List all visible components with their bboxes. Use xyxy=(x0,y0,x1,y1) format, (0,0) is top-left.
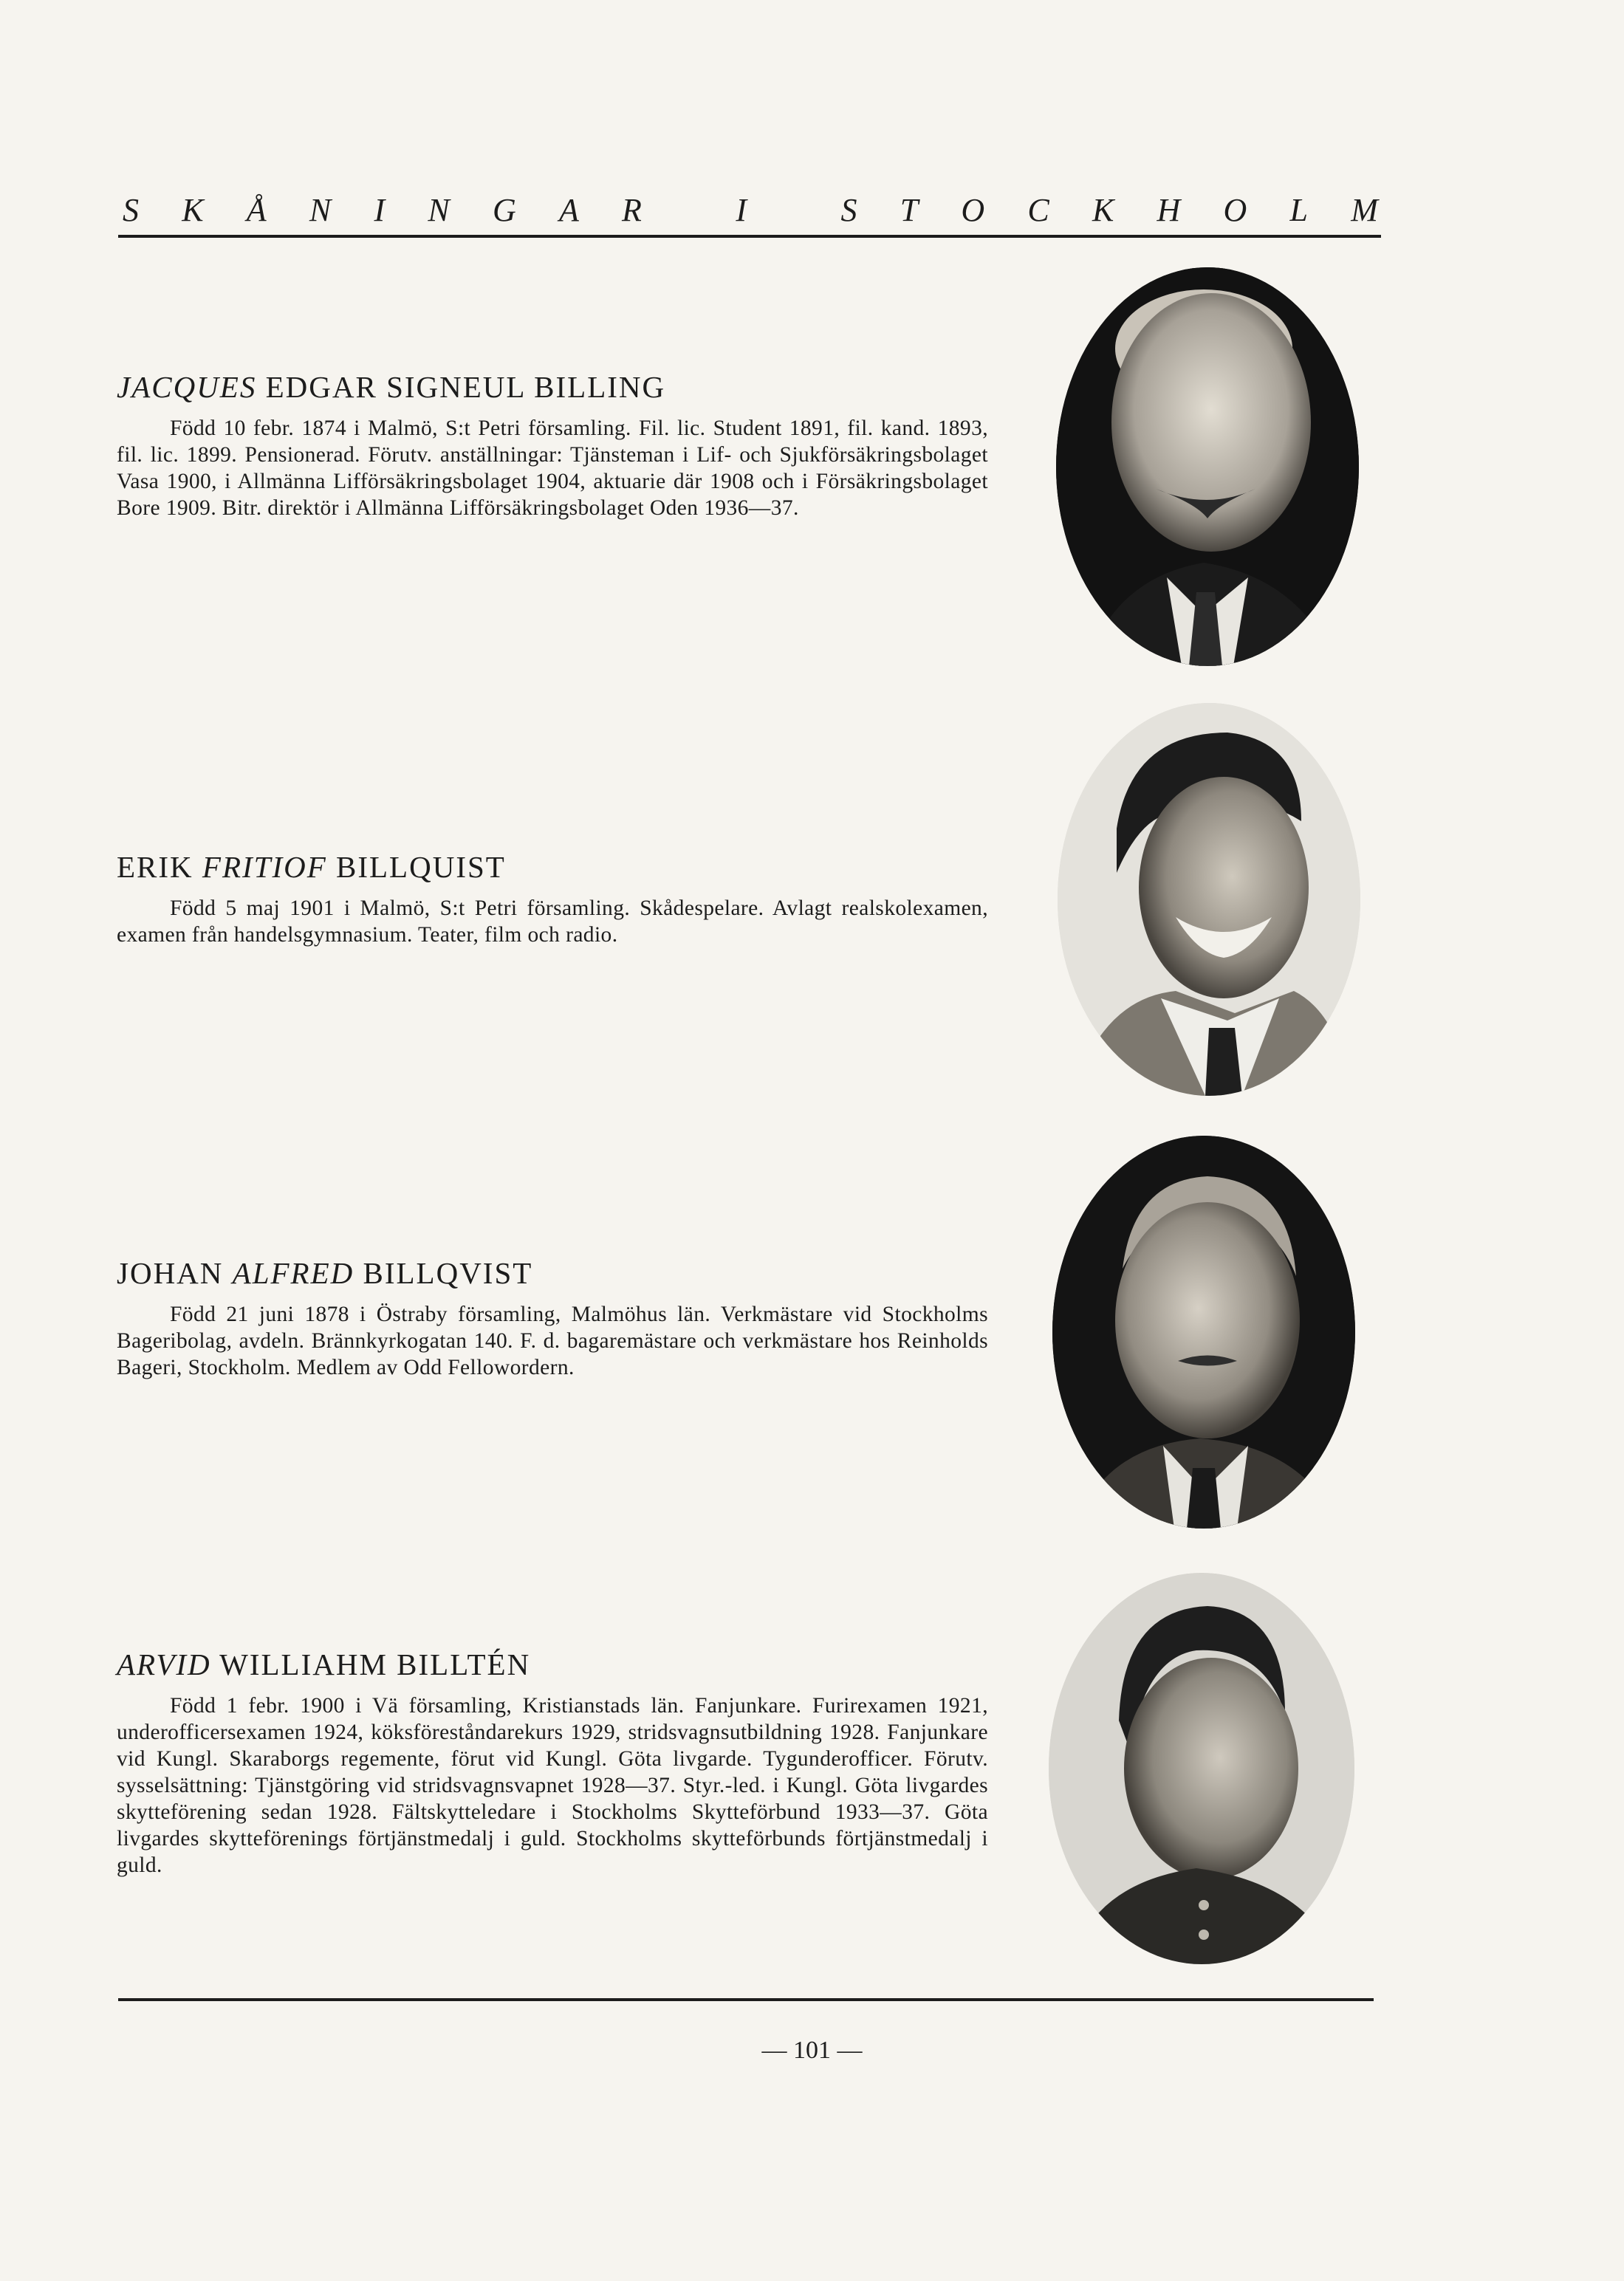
portrait-photo-billten xyxy=(1049,1573,1354,1964)
header-letter xyxy=(789,191,798,229)
header-letter: R xyxy=(622,192,642,228)
biography-entry-billquist xyxy=(117,849,988,948)
person-biography: Född 5 maj 1901 i Malmö, S:t Petri församling. Skådespelare. Avlagt realskolexamen, examen från handelsgymnasium. Teater, film och radio. xyxy=(117,896,988,947)
header-letter xyxy=(685,191,693,229)
person-name: ERIK FRITIOF BILLQUIST xyxy=(117,850,506,884)
person-name: JOHAN ALFRED BILLQVIST xyxy=(117,1256,533,1290)
portrait-photo-billing xyxy=(1056,267,1359,666)
header-letter: I xyxy=(374,192,386,228)
person-biography: Född 10 febr. 1874 i Malmö, S:t Petri församling. Fil. lic. Student 1891, fil. kand. 1893, fil. lic. 1899. Pensionerad. Förutv. anställningar: Tjänsteman i Lif- och Sjukförsäkringsbolaget Vasa 1900, i Allmänna Lifförsäkringsbolaget 1904, aktuarie där 1908 och i Försäkringsbolaget Bore 1909. Bitr. direktör i Allmänna Lifförsäkringsbolaget Oden 1936—37. xyxy=(117,416,988,520)
biography-entry-billten xyxy=(117,1647,988,1879)
header-letter: A xyxy=(558,192,579,228)
header-letter: C xyxy=(1027,192,1049,228)
running-header xyxy=(123,185,1378,229)
header-letter: G xyxy=(492,192,516,228)
person-name: JACQUES EDGAR SIGNEUL BILLING xyxy=(117,370,666,404)
biography-entry-billing xyxy=(117,369,988,521)
header-letter: N xyxy=(309,192,332,228)
portrait-photo-billquist xyxy=(1058,703,1360,1096)
header-rule xyxy=(118,235,1381,238)
header-letter: H xyxy=(1157,192,1181,228)
header-letter: Å xyxy=(246,192,267,228)
header-letter: N xyxy=(428,192,450,228)
page-number: — 101 — xyxy=(761,2037,863,2064)
header-letter: O xyxy=(961,192,985,228)
header-letter: S xyxy=(840,192,857,228)
header-letter: K xyxy=(182,192,204,228)
header-letter: L xyxy=(1289,192,1309,228)
person-name: ARVID WILLIAHM BILLTÉN xyxy=(117,1647,531,1681)
header-letter: K xyxy=(1092,192,1114,228)
header-letter: M xyxy=(1351,192,1378,228)
person-biography: Född 1 febr. 1900 i Vä församling, Kristianstads län. Fanjunkare. Furirexamen 1921, underofficersexamen 1924, köksföreståndarekurs 1929, stridsvagnsutbildning 1928. Fanjunkare vid Kungl. Skaraborgs regemente, förut vid Kungl. Göta livgarde. Tygunderofficer. Förutv. sysselsättning: Tjänstgöring vid stridsvagnsvapnet 1928—37. Styr.-led. i Kungl. Göta livgardes skytteförening sedan 1928. Fältskytteledare i Stockholms Skytteförbund 1933—37. Göta livgardes skytteförenings förtjänstmedalj i guld. Stockholms skytteförbunds förtjänstmedalj i guld. xyxy=(117,1694,988,1877)
header-letter: T xyxy=(900,192,919,228)
portrait-photo-billqvist xyxy=(1052,1136,1355,1529)
header-letter: I xyxy=(736,192,747,228)
person-biography: Född 21 juni 1878 i Östraby församling, Malmöhus län. Verkmästare vid Stockholms Bageribolag, avdeln. Brännkyrkogatan 140. F. d. bagaremästare och verkmästare hos Reinholds Bageri, Stockholm. Medlem av Odd Fellowordern. xyxy=(117,1303,988,1379)
footer-rule xyxy=(118,1998,1374,2001)
biography-entry-billqvist xyxy=(117,1255,988,1381)
header-letter: S xyxy=(123,192,139,228)
header-letter: O xyxy=(1223,192,1247,228)
